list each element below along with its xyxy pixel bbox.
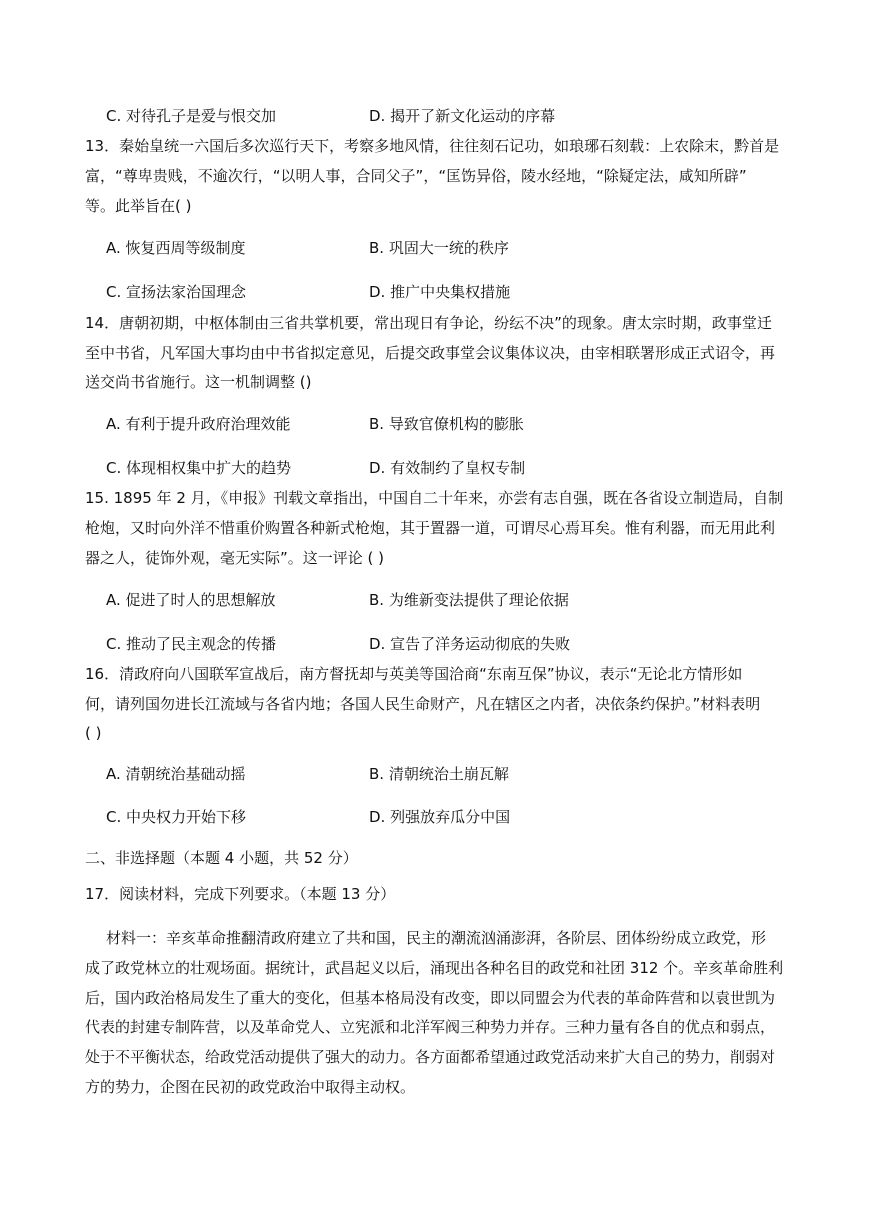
q17-material-line-6: 方的势力，企图在民初的政党政治中取得主动权。: [85, 1078, 416, 1096]
q16-stem-line-3: ( ): [85, 724, 102, 742]
q16-option-c: C. 中央权力开始下移: [106, 808, 247, 826]
q15-stem-line-3: 器之人，徒饰外观，毫无实际”。这一评论 ( ): [85, 549, 385, 567]
q13-option-b: B. 巩固大一统的秩序: [369, 239, 509, 257]
q16-stem-line-2: 何，请列国勿进长江流域与各省内地；各国人民生命财产，凡在辖区之内者，决依条约保护。”材料表明: [85, 695, 761, 713]
q17-material-line-4: 代表的封建专制阵营，以及革命党人、立宪派和北洋军阀三种势力并存。三种力量有各自的优点和弱点，: [85, 1018, 776, 1036]
q17-prompt: 17．阅读材料，完成下列要求。（本题 13 分）: [85, 885, 396, 903]
q16-option-a: A. 清朝统治基础动摇: [106, 765, 246, 783]
q15-stem-line-1: 15. 1895 年 2 月，《申报》刊载文章指出，中国自二十年来，亦尝有志自强，既在各省设立制造局，自制: [85, 489, 784, 507]
q14-option-d: D. 有效制约了皇权专制: [369, 459, 526, 477]
q13-option-d: D. 推广中央集权措施: [369, 283, 511, 301]
q14-option-a: A. 有利于提升政府治理效能: [106, 415, 291, 433]
q12-option-d: D. 揭开了新文化运动的序幕: [369, 107, 556, 125]
q14-stem-line-3: 送交尚书省施行。这一机制调整 (): [85, 373, 312, 391]
q13-option-a: A. 恢复西周等级制度: [106, 239, 246, 257]
q14-option-c: C. 体现相权集中扩大的趋势: [106, 459, 292, 477]
q16-option-d: D. 列强放弃瓜分中国: [369, 808, 511, 826]
q17-material-line-5: 处于不平衡状态，给政党活动提供了强大的动力。各方面都希望通过政党活动来扩大自己的势力，削弱对: [85, 1048, 776, 1066]
q17-material-line-3: 后，国内政治格局发生了重大的变化，但基本格局没有改变，即以同盟会为代表的革命阵营和以袁世凯为: [85, 989, 776, 1007]
q15-option-c: C. 推动了民主观念的传播: [106, 635, 277, 653]
section-heading: 二、非选择题（本题 4 小题，共 52 分）: [85, 849, 358, 867]
q14-option-b: B. 导致官僚机构的膨胀: [369, 415, 524, 433]
q13-stem-line-3: 等。此举旨在( ): [85, 197, 192, 215]
q14-stem-line-2: 至中书省，凡军国大事均由中书省拟定意见，后提交政事堂会议集体议决，由宰相联署形成正式诏令，再: [85, 344, 776, 362]
q15-option-b: B. 为维新变法提供了理论依据: [369, 591, 569, 609]
q12-option-c: C. 对待孔子是爱与恨交加: [106, 107, 277, 125]
q13-stem-line-1: 13．秦始皇统一六国后多次巡行天下，考察多地风情，往往刻石记功，如琅琊石刻载：上农除末，黔首是: [85, 137, 780, 155]
q15-stem-line-2: 枪炮，又时向外洋不惜重价购置各种新式枪炮，其于置器一道，可谓尽心焉耳矣。惟有利器，而无用此利: [85, 519, 776, 537]
q14-stem-line-1: 14．唐朝初期，中枢体制由三省共掌机要，常出现日有争论，纷纭不决”的现象。唐太宗时期，政事堂迁: [85, 314, 772, 332]
q15-option-a: A. 促进了时人的思想解放: [106, 591, 276, 609]
q17-material-line-2: 成了政党林立的壮观场面。据统计，武昌起义以后，涌现出各种名目的政党和社团 312 个。辛亥革命胜利: [85, 959, 784, 977]
q16-stem-line-1: 16．清政府向八国联军宣战后，南方督抚却与英美等国洽商“东南互保”协议，表示“无论北方情形如: [85, 665, 743, 683]
q13-stem-line-2: 富，“尊卑贵贱，不逾次行，“以明人事，合同父子”，“匡饬异俗，陵水经地，“除疑定法，咸知所辟”: [85, 167, 747, 185]
q15-option-d: D. 宣告了洋务运动彻底的失败: [369, 635, 571, 653]
q13-option-c: C. 宣扬法家治国理念: [106, 283, 247, 301]
q16-option-b: B. 清朝统治土崩瓦解: [369, 765, 509, 783]
q17-material-line-1: 材料一：辛亥革命推翻清政府建立了共和国，民主的潮流汹涌澎湃，各阶层、团体纷纷成立政党，形: [106, 929, 767, 947]
